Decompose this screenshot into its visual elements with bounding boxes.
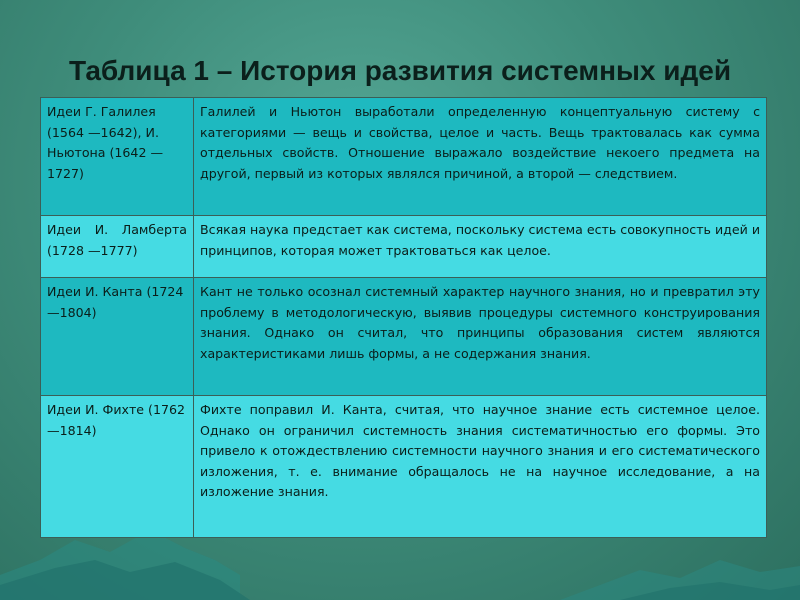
table-row: [41, 278, 767, 396]
idea-cell: Идеи И. Фихте (1762 —1814): [41, 396, 194, 538]
description-cell: Всякая наука предстает как система, поскольку система есть совокупность идей и принципов, которая может трактоваться как целое.: [194, 216, 767, 278]
description-cell: Кант не только осознал системный характер научного знания, но и превратил эту проблему в методологическую, выявив процедуры системного конструирования знания. Однако он считал, что принципы образования систем являются характеристиками лишь формы, а не содержания знания.: [194, 278, 767, 396]
idea-cell: Идеи Г. Галилея (1564 —1642), И. Ньютона (1642 —1727): [41, 98, 194, 216]
table-row: [41, 396, 767, 538]
slide-title: Таблица 1 – История развития системных идей: [68, 55, 732, 86]
idea-cell: Идеи И. Канта (1724 —1804): [41, 278, 194, 396]
table-row: [41, 216, 767, 278]
description-cell: Галилей и Ньютон выработали определенную концептуальную систему с категориями — вещь и свойства, целое и часть. Вещь трактовалась как сумма отдельных свойств. Отношение выражало воздействие некоего предмета на другой, первый из которых являлся причиной, а второй — следствием.: [194, 98, 767, 216]
description-cell: Фихте поправил И. Канта, считая, что научное знание есть системное целое. Однако он ограничил системность знания систематичностью его формы. Это привело к отождествлению системности научного знания и его систематического изложения, т. е. внимание обращалось не на научное исследование, а на изложение знания.: [194, 396, 767, 538]
history-table: [40, 97, 767, 538]
idea-cell: Идеи И. Ламберта (1728 —1777): [41, 216, 194, 278]
table-row: [41, 98, 767, 216]
